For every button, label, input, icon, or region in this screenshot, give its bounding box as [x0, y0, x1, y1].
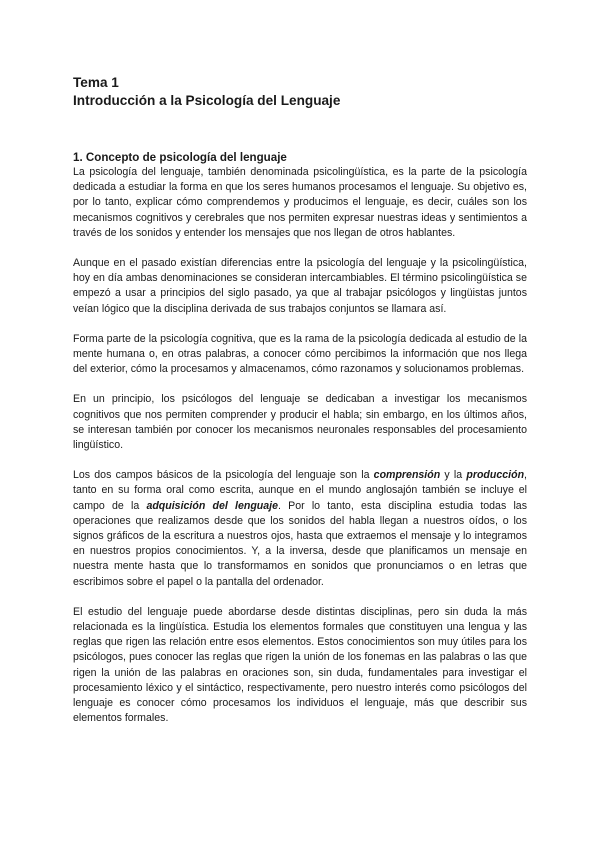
- paragraph-definition: La psicología del lenguaje, también denominada psicolingüística, es la parte de la psicología dedicada a estudiar la forma en que los seres humanos procesamos el lenguaje. Su objetivo es, por lo tanto, explicar cómo comprendemos y producimos el lenguaje, es decir, cuáles son los mecanismos cognitivos y cerebrales que nos permiten expresar nuestras ideas y sentimientos a través de los sonidos y entender los mensajes que nos llegan de otros hablantes.: [73, 166, 527, 239]
- paragraph-research-focus: En un principio, los psicólogos del lenguaje se dedicaban a investigar los mecanismos cognitivos que nos permiten comprender y producir el habla; sin embargo, en los últimos años, se interesan también por conocer los mecanismos neuronales responsables del procesamiento lingüístico.: [73, 393, 527, 452]
- paragraph-terminology: Aunque en el pasado existían diferencias entre la psicología del lenguaje y la psicolingüística, hoy en día ambas denominaciones se consideran intercambiables. El término psicolingüística se empezó a usar a principios del siglo pasado, ya que al trabajar psicólogos y lingüistas juntos veían lógico que la disciplina derivada de sus trabajos conjuntos se llamara así.: [73, 257, 527, 315]
- topic-label: Tema 1: [73, 75, 119, 90]
- paragraph-cognitive-psychology: Forma parte de la psicología cognitiva, que es la rama de la psicología dedicada al estudio de la mente humana o, en otras palabras, a conocer cómo percibimos la información que nos llega del exterior, cómo la procesamos y almacenamos, cómo razonamos y solucionamos problemas.: [73, 332, 527, 376]
- text-run: Los dos campos básicos de la psicología del lenguaje son la: [73, 469, 374, 482]
- section-heading: 1. Concepto de psicología del lenguaje: [73, 151, 287, 164]
- keyword-produccion: producción: [466, 469, 525, 482]
- paragraph-linguistics: El estudio del lenguaje puede abordarse desde distintas disciplinas, pero sin duda la más relacionada es la lingüística. Estudia los elementos formales que constituyen una lengua y las reglas que rigen las relación entre esos elementos. Estos conocimientos son muy útiles para los psicólogos, pues conocer las reglas que rigen la unión de los fonemas en las palabras o las que rigen la unión de las palabras en oraciones son, sin duda, fundamentales para investigar el procesamiento léxico y el sintáctico, respectivamente, pero nuestro interés como psicólogos del lenguaje es conocer cómo procesamos los individuos el lenguaje, más que describir sus elementos formales.: [73, 605, 527, 725]
- keyword-comprension: comprensión: [373, 469, 441, 482]
- document-title: Introducción a la Psicología del Lenguaje: [73, 93, 341, 108]
- paragraph-basic-fields: [73, 468, 527, 590]
- text-run: . Por lo tanto, esta disciplina estudia todas las operaciones que realizamos desde que los sonidos del habla llegan a nuestros oídos, o los signos gráficos de la escritura a nuestros ojos, hasta que extraemos el mensaje y lo integramos en nuestros propios conocimientos. Y, a la inversa, desde que planificamos un mensaje en nuestra mente hasta que lo transformamos en sonidos que pronunciamos o en letras que escribimos sobre el papel o la pantalla del ordenador.: [73, 499, 527, 588]
- text-run: , tanto en su forma oral como escrita, aunque en el mundo anglosajón también se incluye el campo de la: [73, 469, 527, 512]
- text-run: y la: [440, 469, 467, 482]
- keyword-adquisicion: adquisición del lenguaje: [146, 499, 278, 512]
